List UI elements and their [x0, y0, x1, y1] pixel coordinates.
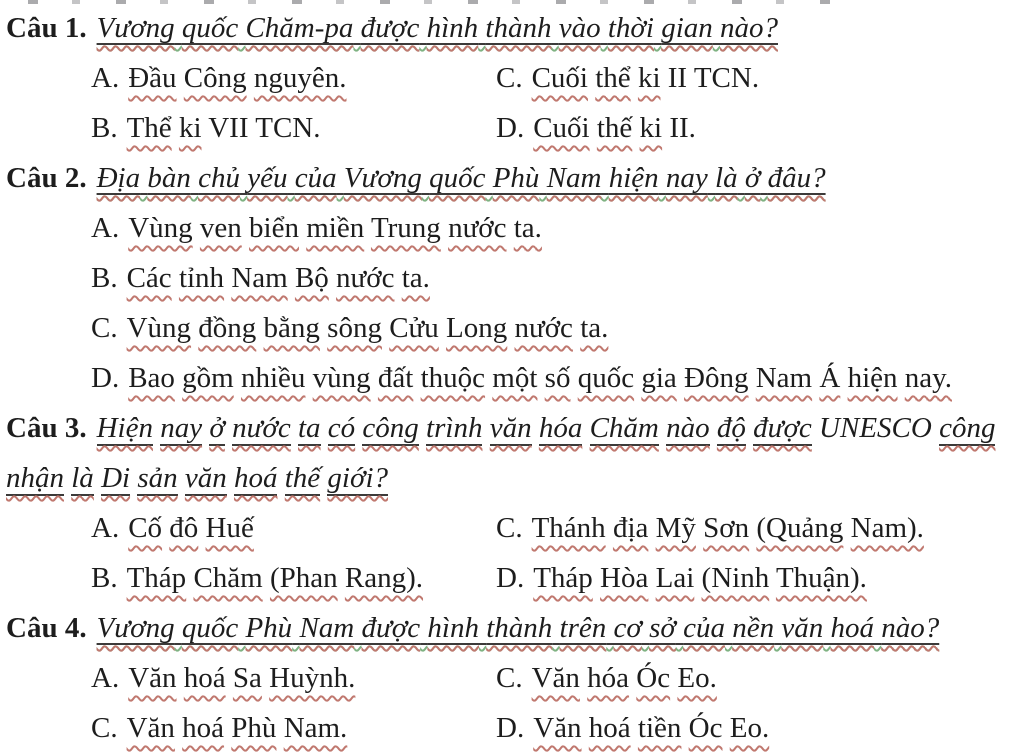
- question-number: Câu 4.: [6, 612, 87, 644]
- question-underline: [97, 12, 778, 44]
- options-row: [6, 703, 1016, 753]
- question-block-4: [6, 603, 1016, 753]
- question-text: Vương quốc Chăm-pa được hình thành vào thời gian nào?: [96, 12, 778, 44]
- option-letter: D.: [496, 712, 525, 744]
- option-letter: C.: [496, 662, 523, 694]
- question-block-3: [6, 403, 1016, 603]
- question-block-2: [6, 153, 1016, 403]
- answer-option-c: [496, 503, 1016, 553]
- options-row: [6, 103, 1016, 153]
- question-title: [6, 603, 1016, 653]
- answer-option-a: [91, 503, 496, 553]
- option-text: Cố đô Huế: [128, 512, 254, 544]
- option-letter: A.: [91, 212, 120, 244]
- answer-option-d: [496, 553, 1016, 603]
- answer-option-c2: [91, 703, 496, 753]
- option-text: Văn hoá Sa Huỳnh.: [128, 662, 356, 694]
- options-row: [6, 653, 1016, 703]
- option-text: Thánh địa Mỹ Sơn (Quảng Nam).: [531, 512, 924, 544]
- option-text: Tháp Hòa Lai (Ninh Thuận).: [533, 562, 867, 594]
- option-text: Cuối thể ki II TCN.: [531, 62, 760, 94]
- question-number: Câu 2.: [6, 162, 87, 194]
- options-row: [6, 503, 1016, 553]
- answer-option-d: [6, 353, 1016, 403]
- option-text: Vùng đồng bằng sông Cửu Long nước ta.: [126, 312, 609, 344]
- answer-option-a: [91, 53, 496, 103]
- answer-option-a: [91, 653, 496, 703]
- answer-option-b: [91, 553, 496, 603]
- option-letter: A.: [91, 62, 120, 94]
- option-text: Thể ki VII TCN.: [126, 112, 321, 144]
- option-letter: D.: [496, 112, 525, 144]
- question-number: Câu 1.: [6, 12, 87, 44]
- question-text: Vương quốc Phù Nam được hình thành trên cơ sở của nền văn hoá nào?: [96, 612, 940, 644]
- option-text: Văn hoá Phù Nam.: [126, 712, 348, 744]
- option-text: Các tỉnh Nam Bộ nước ta.: [126, 262, 430, 294]
- option-text: Văn hóa Óc Eo.: [531, 662, 717, 694]
- option-letter: A.: [91, 512, 120, 544]
- option-text: Cuối thế ki II.: [533, 112, 696, 144]
- question-block-1: [6, 3, 1016, 153]
- answer-option-c: [6, 303, 1016, 353]
- answer-option-a: [6, 203, 1016, 253]
- answer-option-c: [496, 53, 1016, 103]
- answer-option-d: [496, 703, 1016, 753]
- option-letter: C.: [496, 62, 523, 94]
- option-letter: A.: [91, 662, 120, 694]
- option-letter: C.: [91, 312, 118, 344]
- answer-option-b: [91, 103, 496, 153]
- options-row: [6, 553, 1016, 603]
- answer-option-b: [6, 253, 1016, 303]
- option-letter: B.: [91, 112, 118, 144]
- option-letter: C.: [91, 712, 118, 744]
- question-text: Địa bàn chủ yếu của Vương quốc Phù Nam hiện nay là ở đâu?: [96, 162, 826, 194]
- question-text: Hiện nay ở nước ta có công trình văn hóa Chăm nào độ được UNESCO công nhận là Di sản văn hoá thế giới?: [6, 412, 996, 494]
- question-title: [6, 153, 1016, 203]
- option-letter: C.: [496, 512, 523, 544]
- cropped-text-artifact: [28, 0, 863, 4]
- option-text: Vùng ven biển miền Trung nước ta.: [128, 212, 542, 244]
- question-underline: [97, 162, 826, 194]
- option-text: Văn hoá tiền Óc Eo.: [533, 712, 770, 744]
- options-row: [6, 53, 1016, 103]
- answer-option-c: [496, 653, 1016, 703]
- option-letter: B.: [91, 562, 118, 594]
- option-letter: D.: [91, 362, 120, 394]
- answer-option-d: [496, 103, 1016, 153]
- option-text: Bao gồm nhiều vùng đất thuộc một số quốc gia Đông Nam Á hiện nay.: [128, 362, 952, 394]
- option-letter: B.: [91, 262, 118, 294]
- question-number: Câu 3.: [6, 412, 87, 444]
- question-title: [6, 3, 1016, 53]
- option-text: Tháp Chăm (Phan Rang).: [126, 562, 424, 594]
- option-letter: D.: [496, 562, 525, 594]
- question-title: [6, 403, 1016, 503]
- question-underline: [97, 612, 940, 644]
- option-text: Đầu Công nguyên.: [128, 62, 347, 94]
